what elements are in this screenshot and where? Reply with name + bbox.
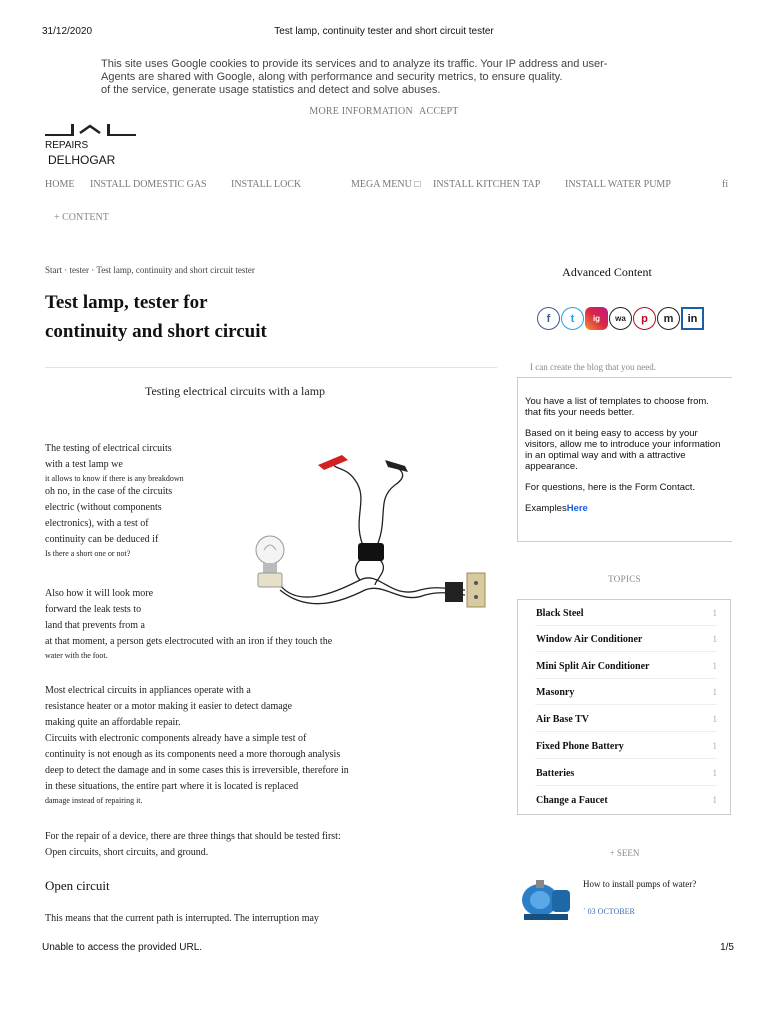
p4-line: Open circuits, short circuits, and ground.: [45, 847, 209, 858]
examples-here-link[interactable]: Here: [566, 503, 588, 514]
p2-line: Also how it will look more: [45, 588, 154, 599]
p1-line: continuity can be deduced if: [45, 534, 159, 545]
p2-line: land that prevents from a: [45, 620, 145, 631]
p3-line: Circuits with electronic components already have a simple test of: [45, 733, 307, 744]
wall-outlet-icon: [467, 573, 485, 607]
page-title: [45, 288, 345, 346]
p1-line: with a test lamp we: [45, 459, 123, 470]
content-menu-link[interactable]: + CONTENT: [54, 212, 109, 223]
print-page-number: 1/5: [720, 942, 734, 953]
nav-mega-menu[interactable]: MEGA MENU □: [351, 179, 421, 190]
linkedin-icon[interactable]: in: [681, 307, 704, 330]
print-title: Test lamp, continuity tester and short circuit tester: [274, 26, 494, 37]
widget-text-1: You have a list of templates to choose from. that fits your needs better.: [525, 396, 709, 418]
p3-line: resistance heater or a motor making it easier to detect damage: [45, 701, 293, 712]
templates-widget: [517, 377, 732, 542]
print-date: 31/12/2020: [42, 26, 93, 37]
nav-more[interactable]: fi: [722, 179, 729, 190]
logo-line-left: [45, 134, 73, 136]
cookie-line-2: Agents are shared with Google, along with performance and security metrics, to ensure quality.: [101, 71, 563, 83]
paragraph-2: [45, 586, 211, 634]
wire-connector: [358, 543, 384, 561]
logo-repairs-text: REPAIRS: [45, 140, 89, 151]
topic-item[interactable]: Change a Faucet 1: [536, 795, 717, 806]
topic-item[interactable]: Air Base TV 1: [535, 706, 717, 732]
p1-line: The testing of electrical circuits: [45, 443, 172, 454]
test-lamp-circuit-image: [250, 440, 495, 620]
p3-line: continuity is not enough as its components need a more thorough analysis: [45, 749, 341, 760]
roof-icon: [79, 124, 101, 134]
topic-item[interactable]: Fixed Phone Battery 1: [535, 733, 717, 759]
paragraph-4: [45, 829, 390, 861]
topics-list: [517, 599, 731, 815]
p3-line: making quite an affordable repair.: [45, 717, 181, 728]
plug-icon: [445, 582, 463, 602]
topic-item[interactable]: Masonry 1: [535, 679, 717, 705]
seen-title: + SEEN: [609, 848, 640, 858]
accept-cookies-button[interactable]: ACCEPT: [419, 106, 459, 117]
water-pump-thumbnail[interactable]: [518, 878, 574, 924]
p2-line: at that moment, a person gets electrocuted with an iron if they touch the: [45, 636, 333, 647]
topic-item[interactable]: Batteries 1: [535, 760, 717, 786]
nav-install-water-pump[interactable]: INSTALL WATER PUMP: [565, 179, 671, 190]
topic-item[interactable]: Black Steel 1: [535, 600, 717, 626]
article-subtitle: Testing electrical circuits with a lamp: [144, 384, 326, 398]
paragraph-3: [45, 683, 390, 806]
nav-install-kitchen-tap[interactable]: INSTALL KITCHEN TAP: [433, 179, 541, 190]
red-clip-icon: [318, 455, 348, 470]
section-heading-open-circuit: Open circuit: [45, 878, 110, 893]
widget-examples: ExamplesHere: [525, 503, 588, 514]
topics-title: TOPICS: [608, 574, 641, 584]
seen-post-title[interactable]: How to install pumps of water?: [583, 879, 697, 889]
p1-line: oh no, in the case of the circuits: [45, 486, 173, 497]
p4-line: For the repair of a device, there are three things that should be tested first:: [45, 831, 341, 842]
p3-line: in these situations, the entire part where it is located is replaced: [45, 781, 299, 792]
sidebar-caption: I can create the blog that you need.: [530, 362, 656, 372]
social-icons: [537, 307, 704, 331]
topic-item[interactable]: Mini Split Air Conditioner 1: [535, 653, 717, 679]
breadcrumb[interactable]: Start · tester · Test lamp, continuity and short circuit tester: [45, 265, 255, 275]
cookie-links: [0, 106, 768, 117]
cookie-line-1: This site uses Google cookies to provide its services and to analyze its traffic. Your IP address and user-: [101, 58, 608, 70]
facebook-icon[interactable]: f: [537, 307, 560, 330]
widget-text-2: Based on it being easy to access by your visitors, allow me to introduce your information in an optimal way and with a attractive appearance.: [525, 428, 721, 472]
p1-line: electronics), with a test of: [45, 518, 149, 529]
pinterest-icon[interactable]: p: [633, 307, 656, 330]
p2-line: forward the leak tests to: [45, 604, 142, 615]
cookie-notice: [101, 58, 661, 97]
widget-text-3: For questions, here is the Form Contact.: [525, 482, 696, 493]
twitter-icon[interactable]: t: [561, 307, 584, 330]
p1-line: electric (without components: [45, 502, 162, 513]
instagram-icon[interactable]: ig: [585, 307, 608, 330]
p3-line-small: damage instead of repairing it.: [45, 796, 143, 805]
logo-name-text: DELHOGAR: [48, 153, 116, 167]
p3-line: Most electrical circuits in appliances operate with a: [45, 685, 251, 696]
nav-home[interactable]: HOME: [45, 179, 75, 190]
paragraph-2-wide: [45, 634, 380, 661]
nav-install-lock[interactable]: INSTALL LOCK: [231, 179, 302, 190]
cookie-line-3: of the service, generate usage statistics and detect and solve abuses.: [101, 84, 441, 96]
topic-item[interactable]: Window Air Conditioner 1: [535, 626, 717, 652]
nav-install-domestic-gas[interactable]: INSTALL DOMESTIC GAS: [90, 179, 207, 190]
logo-bar: [71, 124, 74, 136]
page-title-line-1: Test lamp, tester for: [45, 292, 208, 313]
black-clip-icon: [385, 460, 408, 472]
seen-post-date: ´ 03 OCTOBER: [583, 907, 635, 916]
p3-line: deep to detect the damage and in some cases this is irreversible, therefore in: [45, 765, 349, 776]
p2-line-small: water with the foot.: [45, 651, 108, 660]
p1-line-small: Is there a short one or not?: [45, 549, 131, 558]
p1-line-small: it allows to know if there is any breakdown: [45, 474, 184, 483]
page-title-line-2: continuity and short circuit: [45, 321, 267, 342]
sidebar-title: Advanced Content: [562, 265, 652, 279]
paragraph-5: This means that the current path is interrupted. The interruption may: [45, 913, 319, 924]
email-icon[interactable]: m: [657, 307, 680, 330]
paragraph-1: [45, 441, 211, 559]
logo-line-right: [107, 134, 136, 136]
more-information-link[interactable]: MORE INFORMATION: [309, 106, 413, 117]
site-logo[interactable]: [45, 124, 145, 168]
light-bulb-icon: [256, 536, 284, 564]
divider: [45, 367, 497, 368]
whatsapp-icon[interactable]: wa: [609, 307, 632, 330]
print-footer-url: Unable to access the provided URL.: [42, 942, 203, 953]
